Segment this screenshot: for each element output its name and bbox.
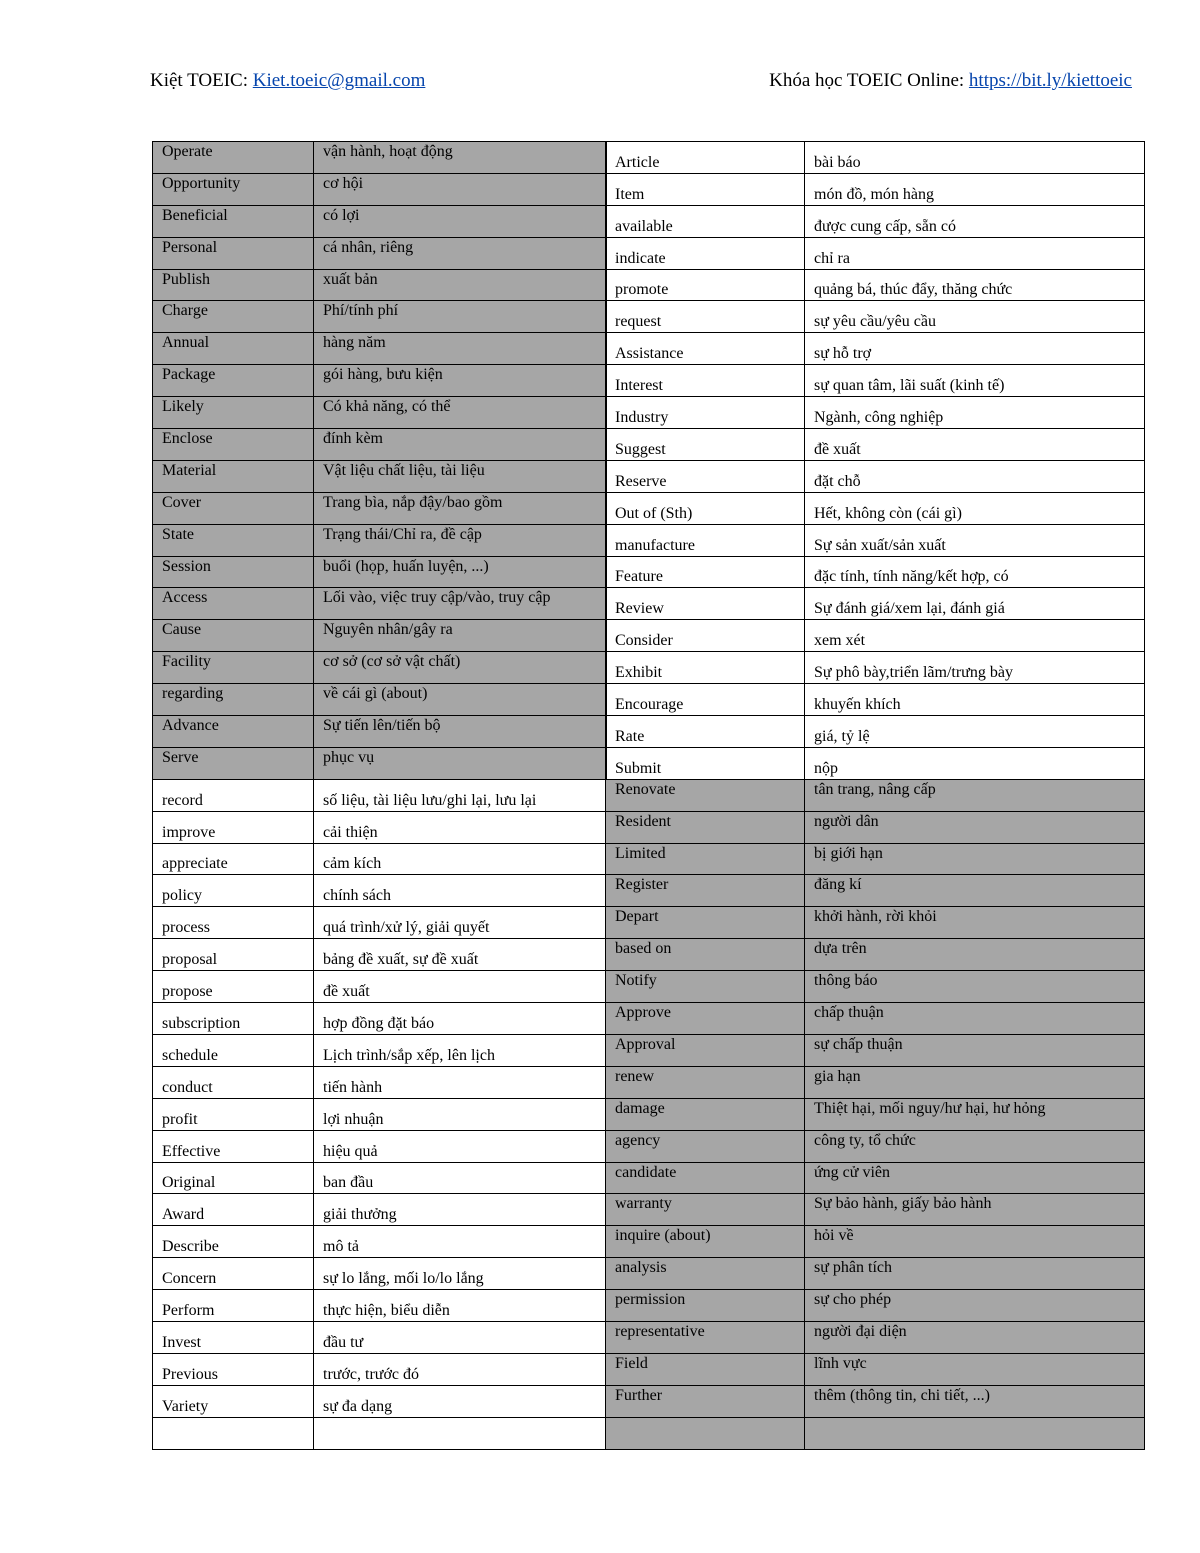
table-row	[153, 429, 607, 461]
term-cell: Exhibit	[606, 652, 805, 684]
term-cell: Annual	[153, 333, 314, 365]
term-cell	[153, 1417, 314, 1449]
term-cell: Approve	[606, 1003, 805, 1035]
table-row	[153, 301, 607, 333]
term-cell: Facility	[153, 652, 314, 684]
term-cell: Out of (Sth)	[606, 492, 805, 524]
meaning-cell: gia hạn	[805, 1066, 1145, 1098]
meaning-cell: người dân	[805, 811, 1145, 843]
table-row	[153, 971, 607, 1003]
meaning-cell: cải thiện	[314, 811, 607, 843]
table-row	[606, 652, 1145, 684]
table-row	[153, 1385, 607, 1417]
term-cell: Register	[606, 875, 805, 907]
meaning-cell: trước, trước đó	[314, 1353, 607, 1385]
term-cell: Encourage	[606, 684, 805, 716]
table-row	[606, 1417, 1145, 1449]
meaning-cell: Sự bảo hành, giấy bảo hành	[805, 1194, 1145, 1226]
table-row	[153, 1226, 607, 1258]
meaning-cell: bài báo	[805, 142, 1145, 174]
term-cell: propose	[153, 971, 314, 1003]
term-cell: warranty	[606, 1194, 805, 1226]
term-cell: Notify	[606, 971, 805, 1003]
term-cell: Variety	[153, 1385, 314, 1417]
meaning-cell: về cái gì (about)	[314, 684, 607, 716]
term-cell: Effective	[153, 1130, 314, 1162]
meaning-cell: ứng cử viên	[805, 1162, 1145, 1194]
meaning-cell: đăng kí	[805, 875, 1145, 907]
table-row	[606, 843, 1145, 875]
meaning-cell: Vật liệu chất liệu, tài liệu	[314, 460, 607, 492]
table-row	[606, 1353, 1145, 1385]
term-cell: Previous	[153, 1353, 314, 1385]
table-row	[153, 556, 607, 588]
meaning-cell: giải thưởng	[314, 1194, 607, 1226]
term-cell: Serve	[153, 747, 314, 779]
table-row	[606, 1290, 1145, 1322]
meaning-cell: vận hành, hoạt động	[314, 142, 607, 174]
meaning-cell: thông báo	[805, 971, 1145, 1003]
table-row	[606, 1226, 1145, 1258]
meaning-cell: Lịch trình/sắp xếp, lên lịch	[314, 1034, 607, 1066]
meaning-cell: bảng đề xuất, sự đề xuất	[314, 939, 607, 971]
meaning-cell: thêm (thông tin, chi tiết, ...)	[805, 1385, 1145, 1417]
term-cell: Invest	[153, 1321, 314, 1353]
meaning-cell: Sự sản xuất/sản xuất	[805, 524, 1145, 556]
table-row	[606, 492, 1145, 524]
term-cell: Consider	[606, 620, 805, 652]
meaning-cell: đề xuất	[805, 429, 1145, 461]
table-row	[153, 1003, 607, 1035]
table-row	[606, 588, 1145, 620]
meaning-cell: sự chấp thuận	[805, 1034, 1145, 1066]
table-row	[606, 811, 1145, 843]
meaning-cell: số liệu, tài liệu lưu/ghi lại, lưu lại	[314, 779, 607, 811]
meaning-cell: Trang bìa, nắp đậy/bao gồm	[314, 492, 607, 524]
term-cell: Field	[606, 1353, 805, 1385]
meaning-cell: chỉ ra	[805, 237, 1145, 269]
meaning-cell: Thiệt hại, mối nguy/hư hại, hư hỏng	[805, 1098, 1145, 1130]
meaning-cell: sự phân tích	[805, 1258, 1145, 1290]
term-cell: regarding	[153, 684, 314, 716]
meaning-cell: khởi hành, rời khỏi	[805, 907, 1145, 939]
vocab-table-right	[605, 141, 1145, 1450]
course-link[interactable]: https://bit.ly/kiettoeic	[968, 70, 1132, 91]
table-row	[606, 939, 1145, 971]
table-row	[606, 429, 1145, 461]
term-cell: agency	[606, 1130, 805, 1162]
meaning-cell: Nguyên nhân/gây ra	[314, 620, 607, 652]
term-cell: Article	[606, 142, 805, 174]
table-row	[606, 684, 1145, 716]
meaning-cell: Sự đánh giá/xem lại, đánh giá	[805, 588, 1145, 620]
term-cell: proposal	[153, 939, 314, 971]
term-cell: manufacture	[606, 524, 805, 556]
meaning-cell: bị giới hạn	[805, 843, 1145, 875]
term-cell: schedule	[153, 1034, 314, 1066]
meaning-cell: sự đa dạng	[314, 1385, 607, 1417]
vocab-table-left	[152, 141, 607, 1450]
table-row	[606, 1098, 1145, 1130]
meaning-cell	[805, 1417, 1145, 1449]
term-cell: Award	[153, 1194, 314, 1226]
term-cell: Feature	[606, 556, 805, 588]
term-cell: Concern	[153, 1258, 314, 1290]
meaning-cell: sự lo lắng, mối lo/lo lắng	[314, 1258, 607, 1290]
term-cell: based on	[606, 939, 805, 971]
term-cell: subscription	[153, 1003, 314, 1035]
term-cell: Cause	[153, 620, 314, 652]
meaning-cell: tiến hành	[314, 1066, 607, 1098]
table-row	[153, 1162, 607, 1194]
meaning-cell: cơ hội	[314, 173, 607, 205]
term-cell: Assistance	[606, 333, 805, 365]
table-row	[153, 1130, 607, 1162]
term-cell: Renovate	[606, 779, 805, 811]
term-cell: State	[153, 524, 314, 556]
term-cell: available	[606, 205, 805, 237]
table-row	[153, 365, 607, 397]
term-cell: Material	[153, 460, 314, 492]
meaning-cell: ban đầu	[314, 1162, 607, 1194]
term-cell: Approval	[606, 1034, 805, 1066]
table-row	[606, 1258, 1145, 1290]
meaning-cell: phục vụ	[314, 747, 607, 779]
table-row	[153, 173, 607, 205]
table-row	[606, 1003, 1145, 1035]
meaning-cell: Hết, không còn (cái gì)	[805, 492, 1145, 524]
table-row	[606, 237, 1145, 269]
meaning-cell: được cung cấp, sẵn có	[805, 205, 1145, 237]
table-row	[153, 1417, 607, 1449]
term-cell: Industry	[606, 397, 805, 429]
table-row	[153, 492, 607, 524]
author-email-link[interactable]: Kiet.toeic@gmail.com	[252, 70, 426, 91]
term-cell: Depart	[606, 907, 805, 939]
table-row	[153, 1353, 607, 1385]
table-row	[606, 205, 1145, 237]
table-row	[606, 556, 1145, 588]
meaning-cell: xem xét	[805, 620, 1145, 652]
table-row	[606, 1162, 1145, 1194]
meaning-cell: Phí/tính phí	[314, 301, 607, 333]
table-row	[606, 301, 1145, 333]
table-row	[153, 747, 607, 779]
table-row	[153, 1321, 607, 1353]
table-row	[153, 460, 607, 492]
term-cell: process	[153, 907, 314, 939]
meaning-cell: đặc tính, tính năng/kết hợp, có	[805, 556, 1145, 588]
table-row	[153, 875, 607, 907]
table-row	[153, 907, 607, 939]
meaning-cell: lĩnh vực	[805, 1353, 1145, 1385]
term-cell: request	[606, 301, 805, 333]
table-row	[153, 1194, 607, 1226]
meaning-cell: đặt chỗ	[805, 460, 1145, 492]
term-cell: Limited	[606, 843, 805, 875]
meaning-cell: sự quan tâm, lãi suất (kinh tế)	[805, 365, 1145, 397]
table-row	[606, 460, 1145, 492]
table-row	[153, 1034, 607, 1066]
term-cell: damage	[606, 1098, 805, 1130]
course-label: Khóa học TOEIC Online:	[769, 70, 969, 91]
term-cell: Package	[153, 365, 314, 397]
term-cell: Interest	[606, 365, 805, 397]
meaning-cell: đầu tư	[314, 1321, 607, 1353]
table-row	[606, 1321, 1145, 1353]
term-cell: Suggest	[606, 429, 805, 461]
table-row	[153, 588, 607, 620]
term-cell: record	[153, 779, 314, 811]
meaning-cell: hàng năm	[314, 333, 607, 365]
table-row	[606, 716, 1145, 748]
term-cell: Access	[153, 588, 314, 620]
meaning-cell: gói hàng, bưu kiện	[314, 365, 607, 397]
table-row	[606, 1194, 1145, 1226]
table-row	[153, 397, 607, 429]
page-header	[150, 70, 1132, 100]
term-cell: permission	[606, 1290, 805, 1322]
meaning-cell: sự hỗ trợ	[805, 333, 1145, 365]
table-row	[606, 875, 1145, 907]
table-row	[606, 397, 1145, 429]
table-row	[153, 620, 607, 652]
meaning-cell: chính sách	[314, 875, 607, 907]
meaning-cell: đề xuất	[314, 971, 607, 1003]
meaning-cell: hợp đồng đặt báo	[314, 1003, 607, 1035]
term-cell: improve	[153, 811, 314, 843]
table-row	[606, 365, 1145, 397]
term-cell: Opportunity	[153, 173, 314, 205]
table-row	[153, 1066, 607, 1098]
term-cell: Resident	[606, 811, 805, 843]
meaning-cell: cơ sở (cơ sở vật chất)	[314, 652, 607, 684]
table-row	[153, 652, 607, 684]
term-cell: Publish	[153, 269, 314, 301]
term-cell: Beneficial	[153, 205, 314, 237]
meaning-cell: sự yêu cầu/yêu cầu	[805, 301, 1145, 333]
meaning-cell: buổi (họp, huấn luyện, ...)	[314, 556, 607, 588]
term-cell: Personal	[153, 237, 314, 269]
term-cell: Advance	[153, 716, 314, 748]
meaning-cell: tân trang, nâng cấp	[805, 779, 1145, 811]
term-cell: Describe	[153, 1226, 314, 1258]
table-row	[606, 1130, 1145, 1162]
term-cell: Likely	[153, 397, 314, 429]
meaning-cell: giá, tỷ lệ	[805, 716, 1145, 748]
term-cell: renew	[606, 1066, 805, 1098]
meaning-cell: nộp	[805, 747, 1145, 779]
term-cell: Cover	[153, 492, 314, 524]
table-row	[153, 843, 607, 875]
table-row	[153, 142, 607, 174]
term-cell: Original	[153, 1162, 314, 1194]
term-cell: candidate	[606, 1162, 805, 1194]
term-cell: Review	[606, 588, 805, 620]
table-row	[153, 1098, 607, 1130]
meaning-cell: khuyến khích	[805, 684, 1145, 716]
table-row	[606, 173, 1145, 205]
term-cell: Charge	[153, 301, 314, 333]
term-cell: Enclose	[153, 429, 314, 461]
term-cell: policy	[153, 875, 314, 907]
table-row	[606, 269, 1145, 301]
meaning-cell: hỏi về	[805, 1226, 1145, 1258]
meaning-cell: công ty, tổ chức	[805, 1130, 1145, 1162]
meaning-cell: cá nhân, riêng	[314, 237, 607, 269]
term-cell: Item	[606, 173, 805, 205]
term-cell: Perform	[153, 1290, 314, 1322]
table-row	[606, 747, 1145, 779]
meaning-cell: Sự tiến lên/tiến bộ	[314, 716, 607, 748]
table-row	[153, 237, 607, 269]
table-row	[606, 971, 1145, 1003]
term-cell: inquire (about)	[606, 1226, 805, 1258]
meaning-cell: thực hiện, biểu diễn	[314, 1290, 607, 1322]
meaning-cell: xuất bản	[314, 269, 607, 301]
term-cell: Rate	[606, 716, 805, 748]
term-cell: Operate	[153, 142, 314, 174]
table-row	[153, 1258, 607, 1290]
meaning-cell: Lối vào, việc truy cập/vào, truy cập	[314, 588, 607, 620]
table-row	[153, 716, 607, 748]
meaning-cell: có lợi	[314, 205, 607, 237]
table-row	[153, 524, 607, 556]
term-cell: Further	[606, 1385, 805, 1417]
term-cell: representative	[606, 1321, 805, 1353]
meaning-cell: Sự phô bày,triển lãm/trưng bày	[805, 652, 1145, 684]
table-row	[606, 333, 1145, 365]
table-row	[153, 205, 607, 237]
meaning-cell: Trạng thái/Chỉ ra, đề cập	[314, 524, 607, 556]
meaning-cell: quảng bá, thúc đẩy, thăng chức	[805, 269, 1145, 301]
table-row	[606, 142, 1145, 174]
meaning-cell: lợi nhuận	[314, 1098, 607, 1130]
table-row	[153, 333, 607, 365]
table-row	[153, 811, 607, 843]
meaning-cell: đính kèm	[314, 429, 607, 461]
table-row	[153, 1290, 607, 1322]
table-row	[606, 1385, 1145, 1417]
table-row	[153, 779, 607, 811]
term-cell: Reserve	[606, 460, 805, 492]
term-cell	[606, 1417, 805, 1449]
table-row	[606, 524, 1145, 556]
table-row	[606, 1034, 1145, 1066]
meaning-cell: Có khả năng, có thể	[314, 397, 607, 429]
meaning-cell: Ngành, công nghiệp	[805, 397, 1145, 429]
table-row	[606, 1066, 1145, 1098]
header-left	[150, 70, 425, 92]
meaning-cell: món đồ, món hàng	[805, 173, 1145, 205]
term-cell: conduct	[153, 1066, 314, 1098]
term-cell: profit	[153, 1098, 314, 1130]
meaning-cell: sự cho phép	[805, 1290, 1145, 1322]
table-row	[153, 269, 607, 301]
term-cell: Session	[153, 556, 314, 588]
table-row	[606, 779, 1145, 811]
meaning-cell: quá trình/xử lý, giải quyết	[314, 907, 607, 939]
meaning-cell: dựa trên	[805, 939, 1145, 971]
header-right	[769, 70, 1132, 92]
meaning-cell: hiệu quả	[314, 1130, 607, 1162]
term-cell: analysis	[606, 1258, 805, 1290]
meaning-cell: cảm kích	[314, 843, 607, 875]
meaning-cell: chấp thuận	[805, 1003, 1145, 1035]
term-cell: indicate	[606, 237, 805, 269]
meaning-cell: người đại diện	[805, 1321, 1145, 1353]
table-row	[153, 939, 607, 971]
meaning-cell: mô tả	[314, 1226, 607, 1258]
table-row	[153, 684, 607, 716]
author-label: Kiệt TOEIC:	[150, 70, 253, 91]
term-cell: promote	[606, 269, 805, 301]
table-row	[606, 620, 1145, 652]
table-row	[606, 907, 1145, 939]
term-cell: appreciate	[153, 843, 314, 875]
meaning-cell	[314, 1417, 607, 1449]
term-cell: Submit	[606, 747, 805, 779]
